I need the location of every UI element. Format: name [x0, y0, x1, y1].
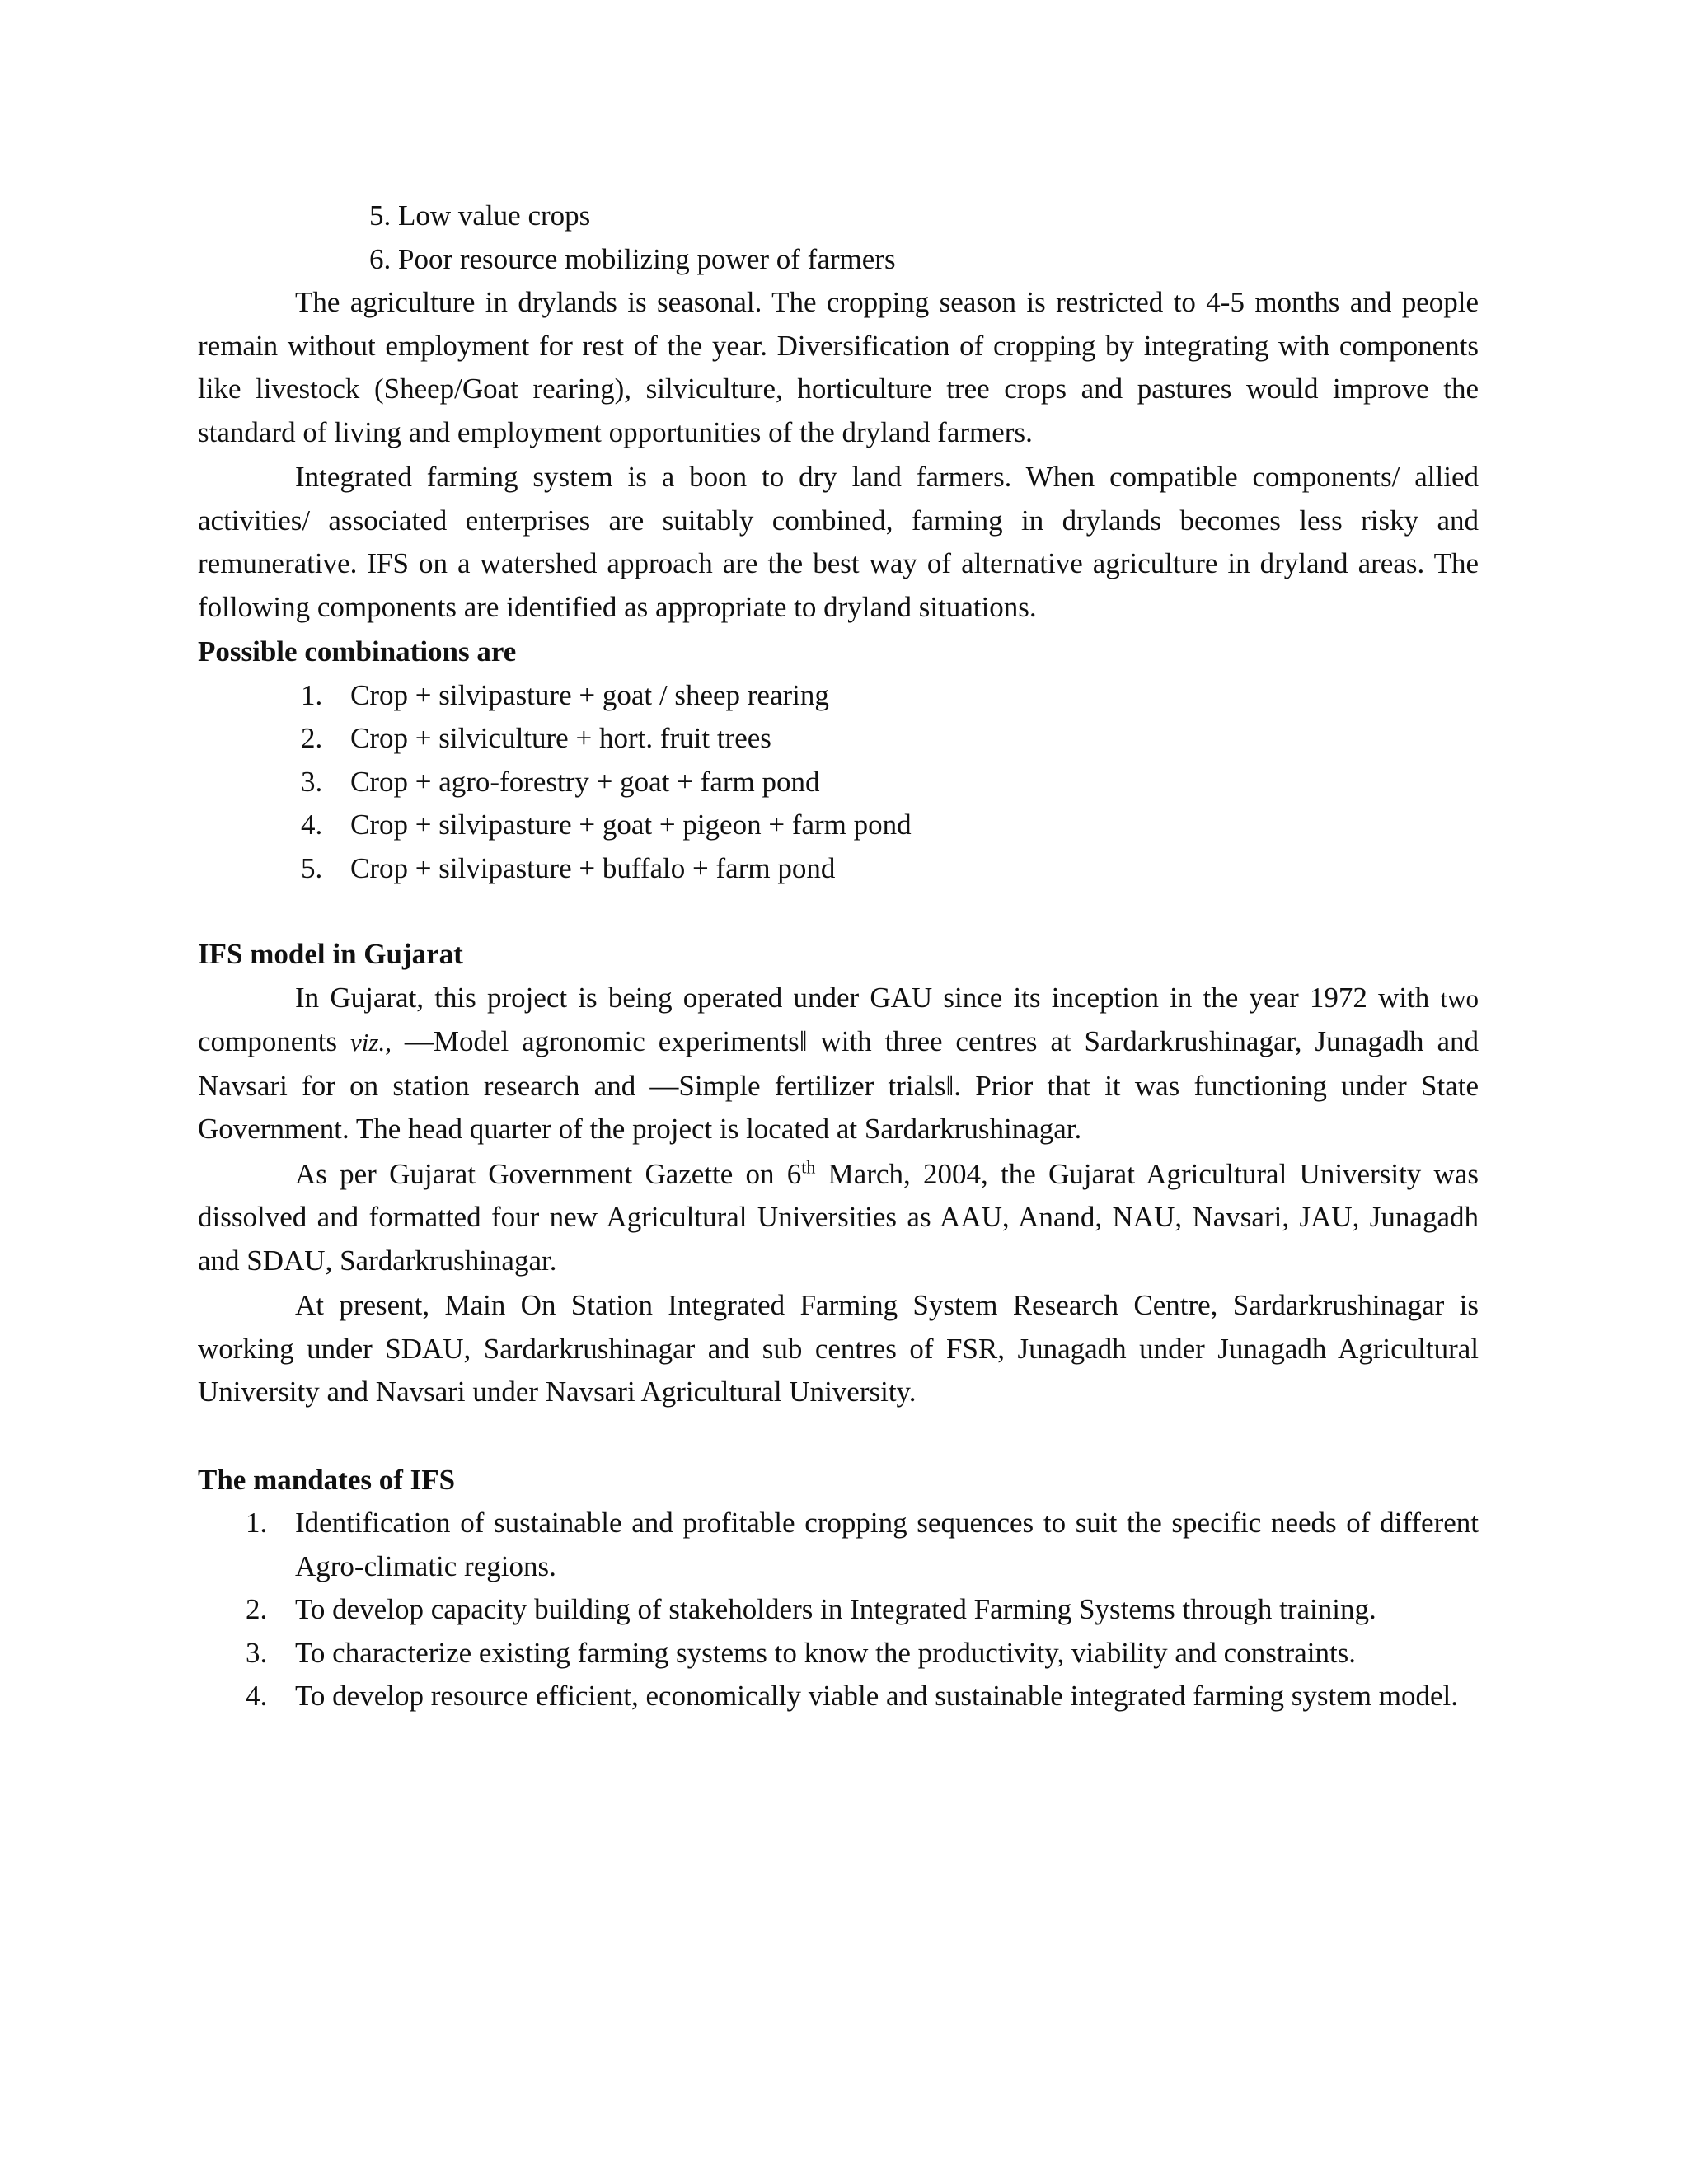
section-heading-combinations: Possible combinations are: [198, 635, 517, 668]
paragraph-present-centres: At present, Main On Station Integrated Farming System Research Centre, Sardarkrushinagar is working under SDAU, Sardarkrushinagar and sub centres of FSR, Junagadh under Junagadh Agricultural University and Navsari under Navsari Agricultural University.: [198, 1289, 1479, 1408]
list-item: 3. To characterize existing farming systems to know the productivity, viability and constraints.: [246, 1636, 1357, 1669]
list-item: 6. Poor resource mobilizing power of farmers: [369, 242, 896, 275]
document-page: [198, 194, 1479, 1718]
constraints-list-continued: [369, 194, 1479, 281]
section-heading-mandates: The mandates of IFS: [198, 1463, 456, 1496]
spacer: [198, 1416, 1479, 1459]
list-item: 1. Identification of sustainable and profitable cropping sequences to suit the specific needs of different Agro-climatic regions.: [246, 1507, 1479, 1582]
list-item: 5. Low value crops: [369, 199, 591, 232]
paragraph-dryland-agriculture: The agriculture in drylands is seasonal. The cropping season is restricted to 4-5 months and people remain without employment for rest of the year. Diversification of cropping by integrating with components like livestock (Sheep/Goat rearing), silviculture, horticulture tree crops and pastures would improve the standard of living and employment opportunities of the dryland farmers.: [198, 286, 1479, 448]
list-item: 1. Crop + silvipasture + goat / sheep rearing: [301, 678, 829, 711]
spacer: [198, 890, 1479, 933]
list-item: 3. Crop + agro-forestry + goat + farm pond: [301, 765, 820, 798]
combinations-list: [198, 674, 1479, 891]
list-item: 2. Crop + silviculture + hort. fruit trees: [301, 722, 771, 754]
list-item: 4. Crop + silvipasture + goat + pigeon + farm pond: [301, 808, 912, 841]
list-item: 5. Crop + silvipasture + buffalo + farm pond: [301, 851, 836, 884]
mandates-list: [198, 1502, 1479, 1718]
paragraph-gujarat-history: In Gujarat, this project is being operated under GAU since its inception in the year 1972 with two components viz., ―Model agronomic experiments‖ with three centres at Sardarkrushinagar, Junagadh and Navsari for on station research and ―Simple fertilizer trials‖. Prior that it was functioning under State Government. The head quarter of the project is located at Sardarkrushinagar.: [198, 981, 1479, 1145]
paragraph-integrated-farming: Integrated farming system is a boon to dry land farmers. When compatible components/ allied activities/ associated enterprises are suitably combined, farming in drylands becomes less risky and remunerative. IFS on a watershed approach are the best way of alternative agriculture in dryland areas. The following components are identified as appropriate to dryland situations.: [198, 461, 1479, 623]
paragraph-gazette: As per Gujarat Government Gazette on 6th March, 2004, the Gujarat Agricultural University was dissolved and formatted four new Agricultural Universities as AAU, Anand, NAU, Navsari, JAU, Junagadh and SDAU, Sardarkrushinagar.: [198, 1155, 1479, 1277]
list-item: 4. To develop resource efficient, economically viable and sustainable integrated farming system model.: [246, 1680, 1459, 1712]
list-item: 2. To develop capacity building of stakeholders in Integrated Farming Systems through training.: [246, 1593, 1376, 1625]
section-heading-gujarat: IFS model in Gujarat: [198, 938, 463, 970]
